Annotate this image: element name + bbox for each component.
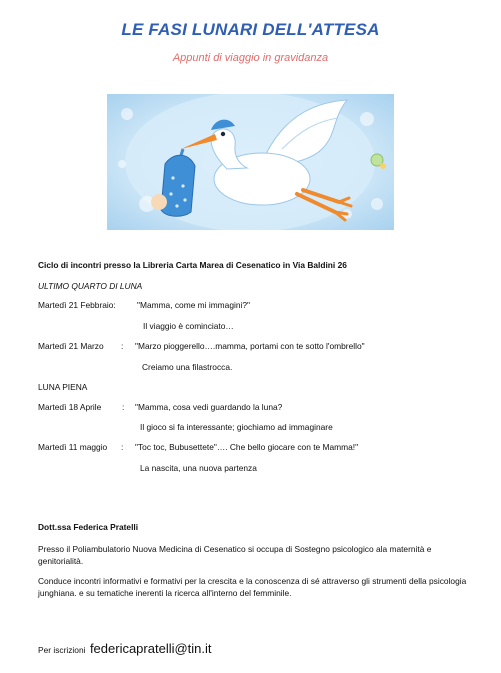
event-title: "Marzo pioggerello….mamma, portami con te sotto l'ombrello"	[135, 341, 365, 351]
event-title: "Mamma, come mi immagini?"	[137, 300, 250, 310]
section-heading-luna-piena: LUNA PIENA	[38, 382, 88, 392]
event-separator: :	[121, 341, 124, 351]
event-description: Il viaggio è cominciato…	[143, 321, 234, 331]
event-separator: :	[122, 402, 125, 412]
event-title: "Mamma, cosa vedi guardando la luna?	[135, 402, 283, 412]
event-date: Martedì 21 Marzo	[38, 341, 104, 351]
bio-paragraph: Presso il Poliambulatorio Nuova Medicina di Cesenatico si occupa di Sostegno psicologico ala maternità e genitorialità.	[38, 544, 432, 566]
event-date: Martedì 21 Febbraio:	[38, 300, 116, 310]
document-subtitle: Appunti di viaggio in gravidanza	[172, 52, 329, 64]
signup-line	[38, 640, 212, 658]
event-description: La nascita, una nuova partenza	[140, 463, 257, 473]
event-description: Creiamo una filastrocca.	[142, 362, 233, 372]
event-description: Il gioco si fa interessante; giochiamo ad immaginare	[140, 422, 333, 432]
signup-label: Per iscrizioni	[38, 645, 86, 655]
event-title: "Toc toc, Bubusettete"…. Che bello giocare con te Mamma!"	[135, 442, 359, 452]
event-date: Martedì 11 maggio	[38, 442, 108, 452]
event-separator: :	[121, 442, 124, 452]
document-title: LE FASI LUNARI DELL'ATTESA	[121, 20, 380, 39]
stork-carrying-baby-icon	[107, 94, 394, 230]
author-name: Dott.ssa Federica Pratelli	[38, 522, 139, 532]
section-heading-ultimo-quarto: ULTIMO QUARTO DI LUNA	[38, 281, 143, 291]
signup-email-link[interactable]: federicapratelli@tin.it	[89, 641, 212, 656]
intro-text: Ciclo di incontri presso la Libreria Carta Marea di Cesenatico in Via Baldini 26	[38, 260, 347, 270]
event-date: Martedì 18 Aprile	[38, 402, 102, 412]
bio-paragraph: Conduce incontri informativi e formativi per la crescita e la conoscenza di sé attraverso gli strumenti della psicologia junghiana. e su tematiche inerenti la ricerca all'interno del femminile.	[38, 576, 467, 598]
